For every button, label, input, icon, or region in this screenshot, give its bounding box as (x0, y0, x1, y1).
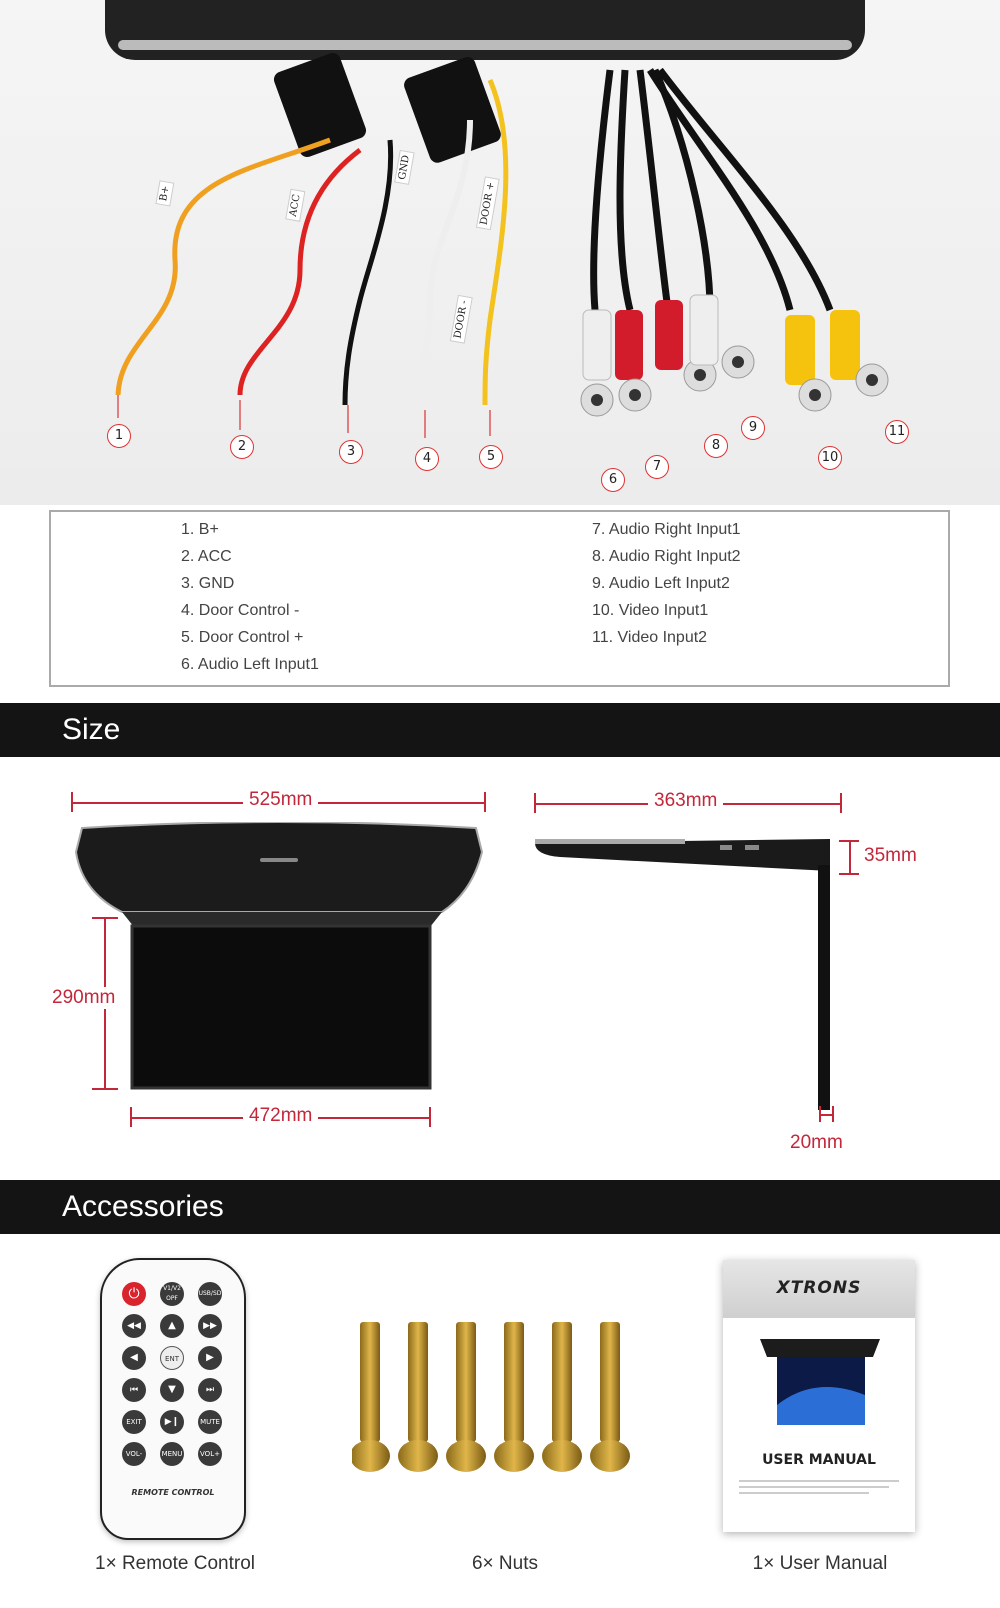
remote-label: REMOTE CONTROL (131, 1488, 215, 1497)
height-label: 290mm (52, 987, 116, 1008)
monitor-front-view (72, 822, 486, 1092)
wiring-illustration (0, 0, 1000, 505)
callout-5: 5 (479, 445, 503, 469)
manual-title: USER MANUAL (762, 1452, 876, 1468)
vol-down-button: VOL- (122, 1442, 146, 1466)
dim-tick (484, 792, 486, 812)
usb-sd-button: USB/SD (198, 1282, 222, 1306)
wire-tag-acc: ACC (285, 189, 305, 222)
thickness-dimension-line (849, 840, 851, 874)
dim-tick (839, 840, 859, 842)
legend-item: 7. Audio Right Input1 (592, 521, 741, 538)
legend-item: 2. ACC (181, 548, 232, 565)
accessories-title: Accessories (62, 1190, 224, 1223)
depth-label: 363mm (648, 790, 723, 812)
remote-caption: 1× Remote Control (95, 1553, 255, 1574)
next-icon: ⏭ (198, 1378, 222, 1402)
wire-tag-door-minus: DOOR - (450, 295, 473, 343)
dim-tick (92, 917, 118, 919)
width-label: 525mm (243, 789, 318, 811)
legend-item: 5. Door Control + (181, 629, 304, 646)
menu-button: MENU (160, 1442, 184, 1466)
wiring-photo (0, 0, 1000, 505)
vol-up-button: VOL+ (198, 1442, 222, 1466)
callout-9: 9 (741, 416, 765, 440)
dim-tick (429, 1107, 431, 1127)
screws-illustration (352, 1318, 652, 1488)
play-pause-icon: ▶❙ (160, 1410, 184, 1434)
nuts-caption: 6× Nuts (471, 1553, 538, 1574)
legend-item: 9. Audio Left Input2 (592, 575, 730, 592)
left-arrow-icon: ◀ (122, 1346, 146, 1370)
callout-1: 1 (107, 424, 131, 448)
power-icon: ⏻ (122, 1282, 146, 1306)
legend-item: 6. Audio Left Input1 (181, 656, 319, 673)
connection-legend (49, 510, 950, 687)
dim-tick (819, 1106, 821, 1122)
user-manual (723, 1260, 915, 1532)
monitor-side-view (530, 835, 850, 1115)
ent-button: ENT (160, 1346, 184, 1370)
dim-tick (534, 793, 536, 813)
wire-tag-b-plus: B+ (155, 181, 174, 207)
callout-7: 7 (645, 455, 669, 479)
manual-brand: XTRONS (776, 1278, 862, 1298)
accessories-section-header (0, 1180, 1000, 1234)
arm-width-label: 20mm (790, 1132, 843, 1153)
dim-tick (832, 1106, 834, 1122)
dim-tick (839, 873, 859, 875)
v1v2-button: V1/V2 OPF (160, 1282, 184, 1306)
manual-caption: 1× User Manual (752, 1553, 888, 1574)
wire-tag-door-plus: DOOR + (476, 177, 500, 230)
callout-8: 8 (704, 434, 728, 458)
legend-item: 11. Video Input2 (592, 629, 708, 646)
remote-control (100, 1258, 246, 1540)
rewind-icon: ◀◀ (122, 1314, 146, 1338)
callout-6: 6 (601, 468, 625, 492)
legend-item: 10. Video Input1 (592, 602, 709, 619)
size-title: Size (62, 713, 121, 746)
thickness-label: 35mm (864, 845, 917, 866)
exit-button: EXIT (122, 1410, 146, 1434)
dim-tick (130, 1107, 132, 1127)
callout-3: 3 (339, 440, 363, 464)
legend-item: 8. Audio Right Input2 (592, 548, 741, 565)
size-section-header (0, 703, 1000, 757)
callout-4: 4 (415, 447, 439, 471)
callout-2: 2 (230, 435, 254, 459)
legend-item: 4. Door Control - (181, 602, 300, 619)
screen-width-label: 472mm (243, 1105, 318, 1127)
previous-icon: ⏮ (122, 1378, 146, 1402)
legend-item: 3. GND (181, 575, 235, 592)
mute-button: MUTE (198, 1410, 222, 1434)
fast-forward-icon: ▶▶ (198, 1314, 222, 1338)
dim-tick (92, 1088, 118, 1090)
dim-tick (71, 792, 73, 812)
legend-item: 1. B+ (181, 521, 219, 538)
callout-10: 10 (818, 446, 842, 470)
up-arrow-icon: ▲ (160, 1314, 184, 1338)
down-arrow-icon: ▼ (160, 1378, 184, 1402)
dim-tick (840, 793, 842, 813)
wire-tag-gnd: GND (394, 150, 414, 185)
arm-dimension-line (819, 1114, 833, 1116)
manual-monitor-image (755, 1335, 885, 1430)
callout-11: 11 (885, 420, 909, 444)
right-arrow-icon: ▶ (198, 1346, 222, 1370)
